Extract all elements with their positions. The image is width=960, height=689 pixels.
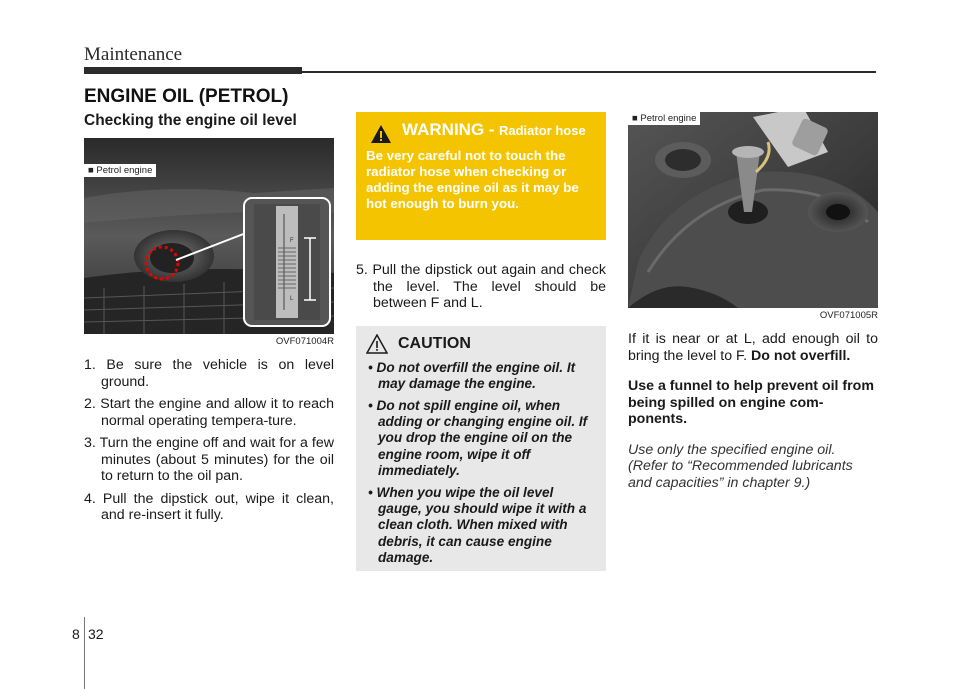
footer-divider xyxy=(84,617,85,689)
photo-code: OVF071005R xyxy=(819,310,878,321)
step-3: 3. Turn the engine off and wait for a few minutes (about 5 minutes) for the oil to return to the oil pan. xyxy=(84,435,334,484)
add-oil-text xyxy=(628,331,878,364)
caution-triangle-icon xyxy=(366,334,388,354)
specified-oil-note: Use only the specified engine oil. (Refer to “Recommended lubricants and capacities” in chapter 9.) xyxy=(628,441,853,491)
oil-fill-illustration xyxy=(628,112,878,308)
warning-box xyxy=(356,112,606,240)
photo-code: OVF071004R xyxy=(275,336,334,347)
step-2: 2. Start the engine and allow it to reach normal operating tempera-ture. xyxy=(84,396,334,429)
funnel-tip: Use a funnel to help prevent oil from being spilled on engine com-ponents. xyxy=(628,378,874,427)
left-column xyxy=(84,112,334,530)
caution-item: • Do not spill engine oil, when adding or changing engine oil. If you drop the engine oil on the engine room, wipe it off immediately. xyxy=(368,397,588,478)
warning-text: Be very careful not to touch the radiator hose when checking or adding the engine oil as it may be hot enough to burn you. xyxy=(366,148,579,211)
warning-subject: Radiator hose xyxy=(499,123,586,138)
warning-triangle-icon xyxy=(370,124,392,144)
header-title: Maintenance xyxy=(84,44,183,65)
caution-item: • When you wipe the oil level gauge, you should wipe it with a clean cloth. When mixed with debris, it can cause engine damage. xyxy=(368,484,587,565)
photo-tag: ■ Petrol engine xyxy=(84,164,156,177)
step-1: 1. Be sure the vehicle is on level ground. xyxy=(84,357,334,390)
engine-photo-dipstick xyxy=(84,138,334,334)
dipstick-mark-f: F xyxy=(290,238,294,244)
subhead-checking: Checking the engine oil level xyxy=(84,112,297,129)
warning-title: WARNING - xyxy=(402,120,495,139)
caution-box xyxy=(356,326,606,571)
chapter-number: 8 xyxy=(72,626,80,642)
header-rule-thick xyxy=(84,67,302,74)
header-rule-thin xyxy=(300,71,876,73)
step-4: 4. Pull the dipstick out, wipe it clean, and re-insert it fully. xyxy=(84,490,334,523)
caution-title: CAUTION xyxy=(398,334,471,352)
dipstick-mark-l: L xyxy=(290,296,294,302)
middle-column xyxy=(356,112,606,571)
engine-photo-funnel xyxy=(628,112,878,308)
do-not-overfill: Do not overfill. xyxy=(751,347,851,364)
photo-tag: ■ Petrol engine xyxy=(628,112,700,125)
caution-item: • Do not overfill the engine oil. It may damage the engine. xyxy=(368,359,576,391)
caution-list xyxy=(366,360,596,566)
steps-list xyxy=(84,357,334,524)
step-5: 5. Pull the dipstick out again and check the level. The level should be between F and L. xyxy=(356,262,606,311)
right-column xyxy=(628,112,878,491)
add-oil-instruction: If it is near or at L, add enough oil to bring the level to F. xyxy=(628,331,878,364)
page-number: 32 xyxy=(88,626,104,642)
section-title: ENGINE OIL (PETROL) xyxy=(84,86,289,107)
